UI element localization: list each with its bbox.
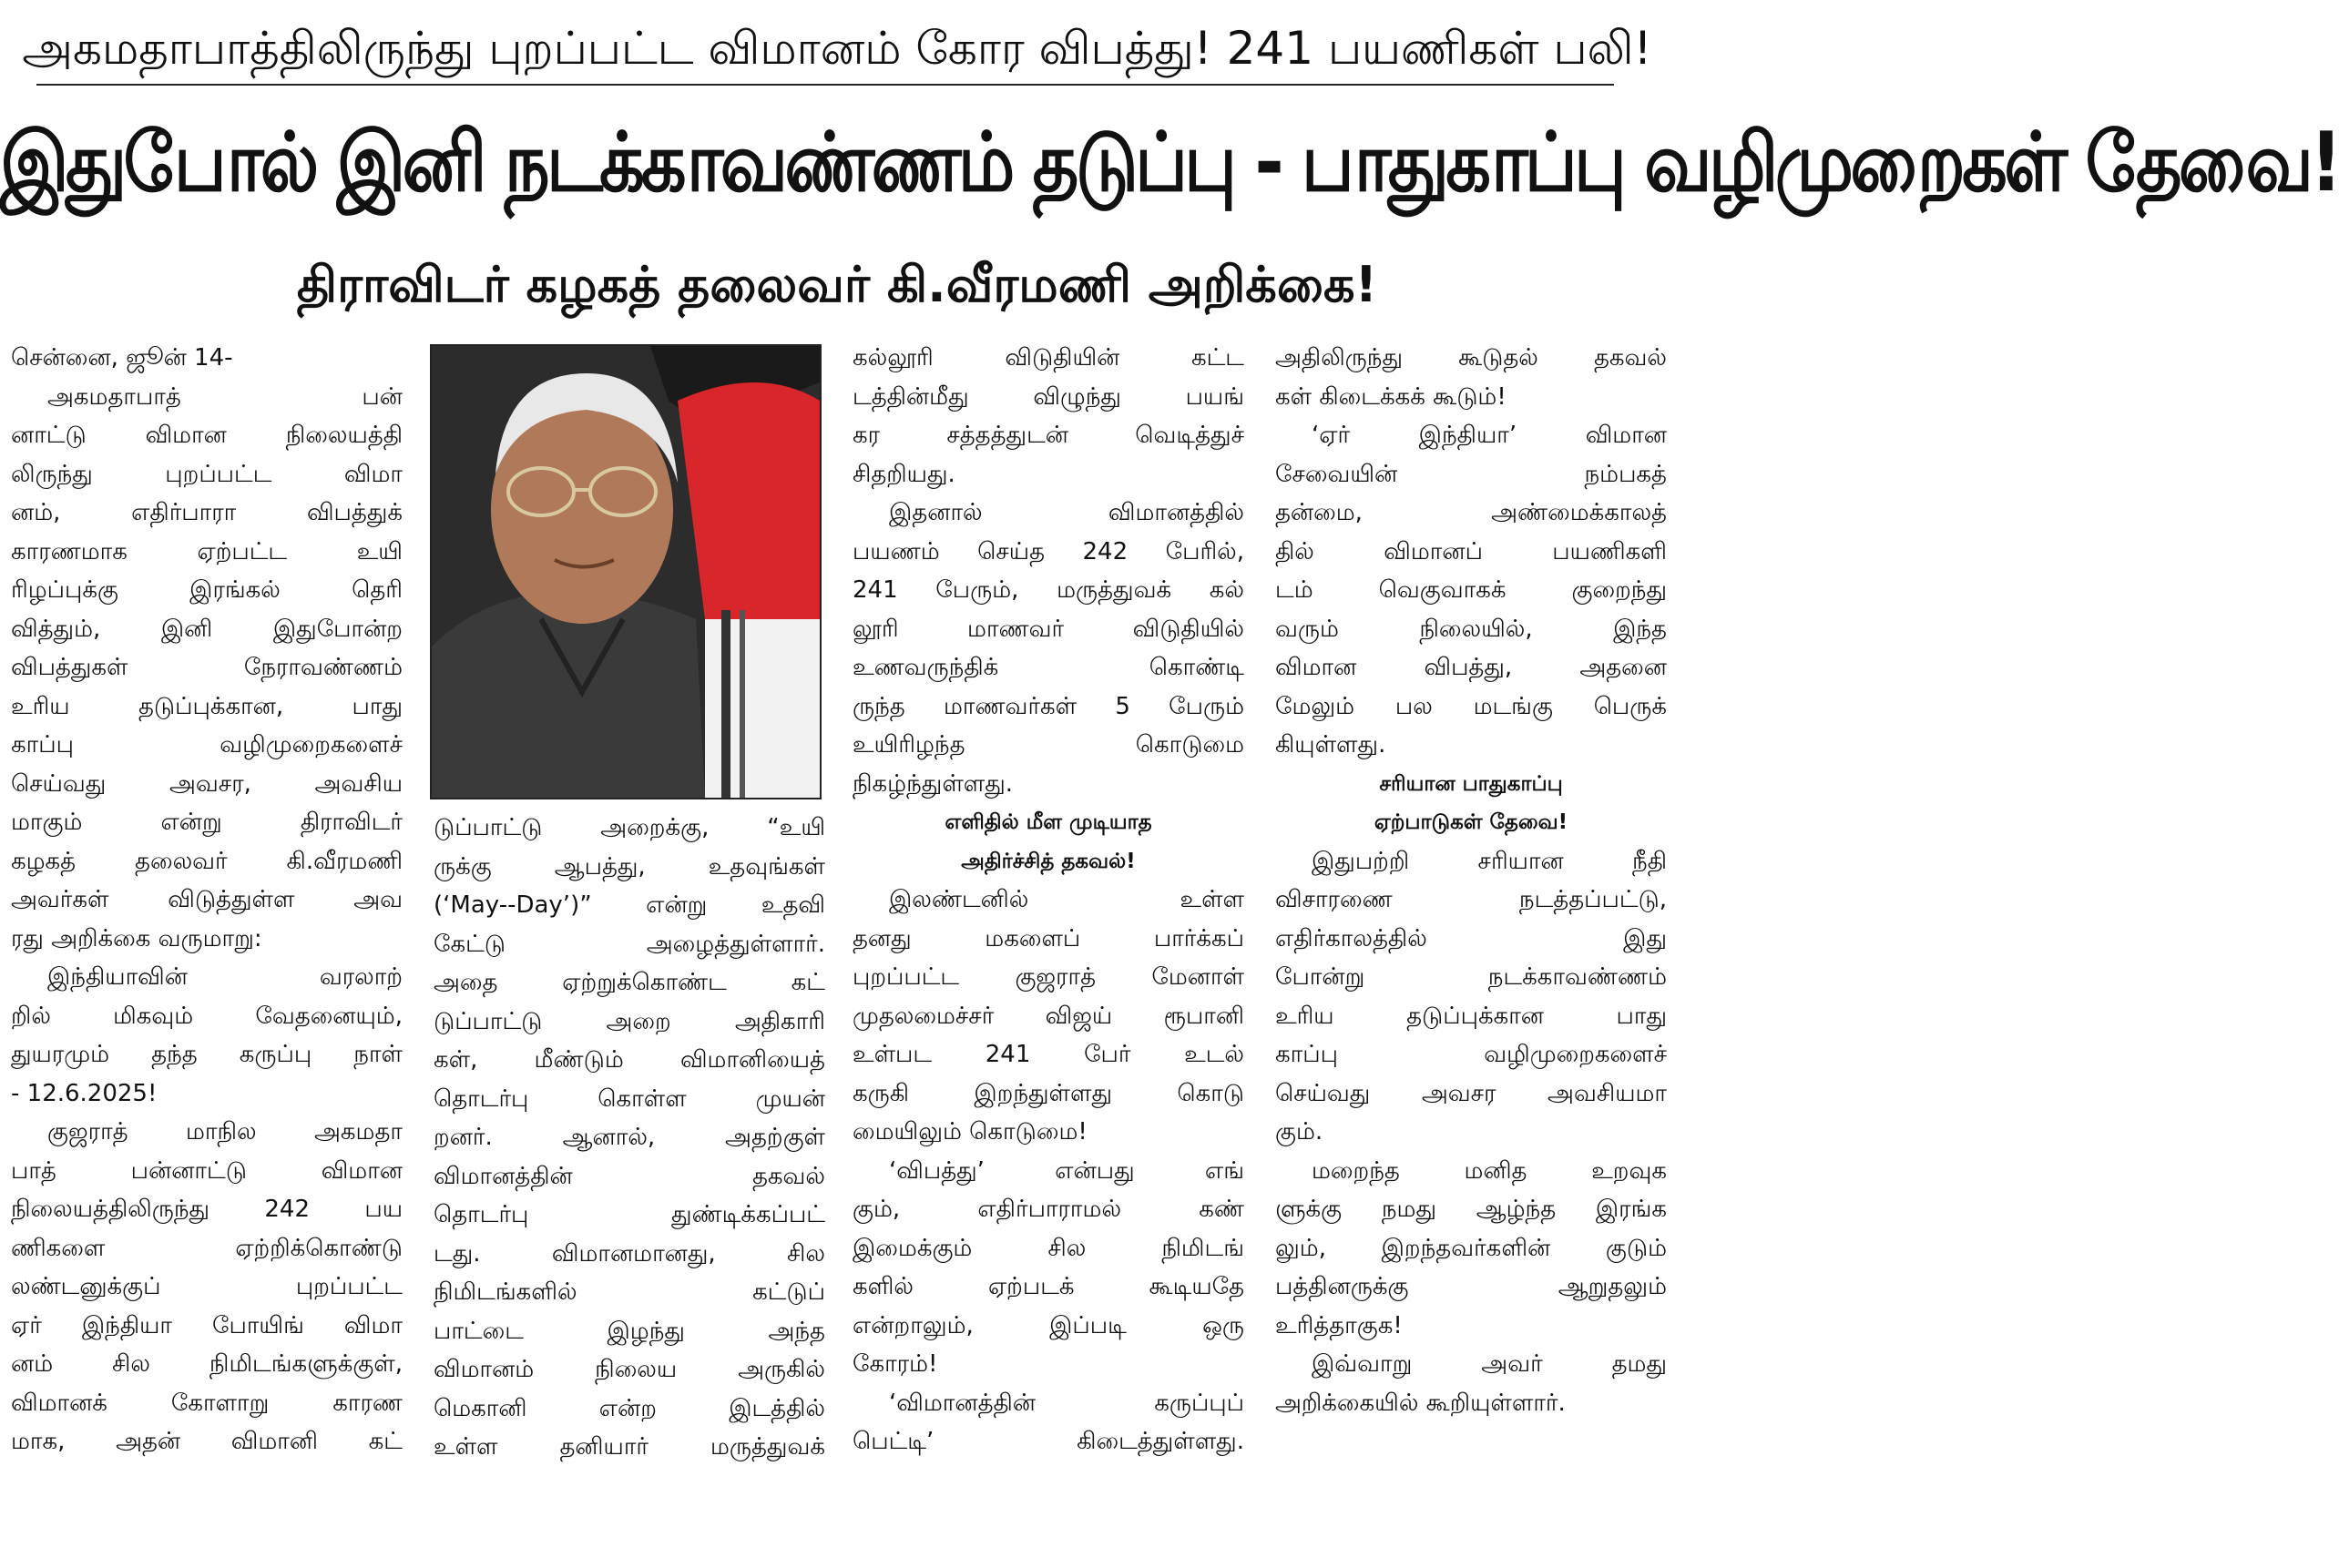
article-line: கள், மீண்டும் விமானியைத் [434,1046,825,1074]
article-line: கர சத்தத்துடன் வெடித்துச் [853,422,1244,449]
article-line: நிமிடங்களில் கட்டுப் [434,1278,825,1306]
article-line: னம் சில நிமிடங்களுக்குள், [11,1350,403,1378]
article-line: துயரமும் தந்த கருப்பு நாள் [11,1041,403,1068]
article-line: கழகத் தலைவர் கி.வீரமணி [11,847,403,875]
column-subheading: எளிதில் மீள முடியாத [945,810,1152,834]
article-line: னம், எதிர்பாரா விபத்துக் [11,499,403,526]
article-line: போன்று நடக்காவண்ணம் [1275,963,1667,991]
article-line: தொடர்பு கொள்ள முயன் [434,1084,825,1113]
article-line: கேட்டு அழைத்துள்ளார். [434,930,825,958]
article-line: டுப்பாட்டு அறைக்கு, “உயி [434,814,825,841]
article-line: எதிர்காலத்தில் இது [1275,924,1667,952]
article-line: உள்பட 241 பேர் உடல் [853,1041,1244,1068]
article-line: கருகி இறந்துள்ளது கொடு [853,1079,1244,1107]
article-line: பயணம் செய்த 242 பேரில், [853,537,1244,565]
article-line: விமான விபத்து, அதனை [1275,654,1667,681]
article-line: காப்பு வழிமுறைகளைச் [1275,1041,1667,1068]
article-line: உணவருந்திக் கொண்டி [853,654,1244,681]
article-line: மேலும் பல மடங்கு பெருக் [1275,692,1667,720]
article-line: நிலையத்திலிருந்து 242 பய [11,1196,403,1223]
article-line: பத்தினருக்கு ஆறுதலும் [1275,1273,1667,1300]
article-line: வரும் நிலையில், இந்த [1275,615,1667,643]
article-line: தொடர்பு துண்டிக்கப்பட் [434,1201,825,1228]
article-line: அறிக்கையில் கூறியுள்ளார். [1275,1389,1566,1417]
subheadline: திராவிடர் கழகத் தலைவர் கி.வீரமணி அறிக்கை! [296,256,1378,313]
kicker-headline: அகமதாபாத்திலிருந்து புறப்பட்ட விமானம் கோர விபத்து! 241 பயணிகள் பலி! [22,22,1652,75]
article-line: ‘ஏர் இந்தியா’ விமான [1312,422,1667,449]
article-line: இந்தியாவின் வரலாற் [47,963,403,991]
main-headline: இதுபோல் இனி நடக்காவண்ணம் தடுப்பு - பாதுகாப்பு வழிமுறைகள் தேவை! [0,116,2339,210]
article-line: இதனால் விமானத்தில் [889,499,1244,526]
article-line: ஏர் இந்தியா போயிங் விமா [11,1311,403,1339]
article-line: ணிகளை ஏற்றிக்கொண்டு [11,1234,403,1262]
article-line: இவ்வாறு அவர் தமது [1312,1350,1667,1378]
article-line: சேவையின் நம்பகத் [1275,460,1667,488]
article-line: ருந்த மாணவர்கள் 5 பேரும் [853,692,1244,720]
article-line: விமானத்தின் தகவல் [434,1162,825,1190]
article-line: விமானக் கோளாறு காரண [11,1389,403,1417]
article-line: முதலமைச்சர் விஜய் ரூபானி [853,1002,1244,1030]
article-line: ரிழப்புக்கு இரங்கல் தெரி [11,576,403,604]
article-line: றனர். ஆனால், அதற்குள் [434,1124,825,1151]
article-line: தில் விமானப் பயணிகளி [1275,537,1667,565]
article-line: புறப்பட்ட குஜராத் மேனாள் [853,963,1244,991]
article-line: ‘விபத்து’ என்பது எங் [889,1156,1244,1185]
article-line: உயிரிழந்த கொடுமை [853,731,1244,759]
article-line: டத்தின்மீது விழுந்து பயங் [853,382,1244,411]
article-line: மாகும் என்று திராவிடர் [11,809,403,836]
article-column-1 [11,339,403,1559]
article-line: குஜராத் மாநில அகமதா [47,1118,403,1145]
article-line: - 12.6.2025! [11,1079,158,1107]
article-line: டுப்பாட்டு அறை அதிகாரி [434,1007,825,1035]
article-line: சென்னை, ஜூன் 14- [11,344,233,372]
article-line: உரித்தாகுக! [1275,1311,1403,1339]
article-line: கல்லூரி விடுதியின் கட்ட [853,344,1244,372]
article-line: நிகழ்ந்துள்ளது. [853,769,1014,798]
article-line: பாட்டை இழந்து அந்த [434,1317,825,1345]
article-line: இலண்டனில் உள்ள [889,886,1244,913]
article-line: லும், இறந்தவர்களின் குடும் [1275,1234,1667,1262]
portrait-photo [430,344,822,799]
column-subheading: சரியான பாதுகாப்பு [1379,771,1563,796]
article-line: பெட்டி’ கிடைத்துள்ளது. [853,1428,1244,1455]
article-line: விபத்துகள் நேராவண்ணம் [11,654,403,681]
article-line: கியுள்ளது. [1275,731,1386,759]
article-line: காரணமாக ஏற்பட்ட உயி [11,537,403,565]
article-line: கும். [1275,1118,1323,1145]
article-line: தனது மகளைப் பார்க்கப் [853,924,1244,952]
article-line: லிருந்து புறப்பட்ட விமா [11,460,403,488]
article-line: இதுபற்றி சரியான நீதி [1312,847,1667,875]
article-line: அதிலிருந்து கூடுதல் தகவல் [1275,344,1667,372]
article-line: விசாரணை நடத்தப்பட்டு, [1275,886,1667,913]
portrait-image [432,346,820,798]
article-line: சிதறியது. [853,460,955,488]
article-line: அவர்கள் விடுத்துள்ள அவ [11,886,403,913]
article-column-3 [853,339,1244,1559]
article-line: ரது அறிக்கை வருமாறு: [11,924,262,952]
article-line: (‘May--Day’)” என்று உதவி [434,891,825,919]
article-line: வித்தும், இனி இதுபோன்ற [11,615,403,643]
headline-rule [36,84,1614,86]
article-line: தன்மை, அண்மைக்காலத் [1275,499,1667,526]
article-line: கும், எதிர்பாராமல் கண் [853,1196,1244,1223]
column-subheading: அதிர்ச்சித் தகவல்! [961,849,1136,873]
article-line: மெகானி என்ற இடத்தில் [434,1394,825,1422]
article-line: செய்வது அவசர அவசியமா [1275,1079,1667,1107]
article-line: என்றாலும், இப்படி ஒரு [853,1311,1244,1339]
article-line: காப்பு வழிமுறைகளைச் [11,731,403,759]
article-line: ளுக்கு நமது ஆழ்ந்த இரங்க [1275,1196,1667,1223]
article-column-2 [434,809,825,1559]
article-line: டம் வெகுவாகக் குறைந்து [1275,576,1667,604]
article-line: கள் கிடைக்கக் கூடும்! [1275,382,1507,411]
article-line: உரிய தடுப்புக்கான பாது [1275,1002,1667,1030]
article-line: களில் ஏற்படக் கூடியதே [853,1273,1244,1300]
article-line: செய்வது அவசர, அவசிய [11,769,403,798]
article-line: மறைந்த மனித உறவுக [1312,1156,1667,1185]
column-subheading: ஏற்பாடுகள் தேவை! [1374,810,1568,834]
article-line: உள்ள தனியார் மருத்துவக் [434,1433,825,1461]
article-line: றில் மிகவும் வேதனையும், [11,1002,403,1030]
article-line: அகமதாபாத் பன் [47,382,403,411]
article-line: இமைக்கும் சில நிமிடங் [853,1234,1244,1262]
article-line: ருக்கு ஆபத்து, உதவுங்கள் [434,852,825,881]
article-line: னாட்டு விமான நிலையத்தி [11,422,403,449]
article-line: பாத் பன்னாட்டு விமான [11,1156,403,1185]
article-line: டது. விமானமானது, சில [434,1239,825,1268]
article-line: லூரி மாணவர் விடுதியில் [853,615,1244,643]
article-line: அதை ஏற்றுக்கொண்ட கட் [434,969,825,996]
article-line: மாக, அதன் விமானி கட் [11,1428,403,1455]
article-line: 241 பேரும், மருத்துவக் கல் [853,576,1244,604]
article-line: ‘விமானத்தின் கருப்புப் [889,1389,1244,1417]
article-line: லண்டனுக்குப் புறப்பட்ட [11,1273,403,1300]
article-line: மையிலும் கொடுமை! [853,1118,1088,1145]
article-line: உரிய தடுப்புக்கான, பாது [11,692,403,720]
article-line: விமானம் நிலைய அருகில் [434,1356,825,1383]
article-column-4 [1275,339,1667,1559]
article-line: கோரம்! [853,1350,938,1378]
